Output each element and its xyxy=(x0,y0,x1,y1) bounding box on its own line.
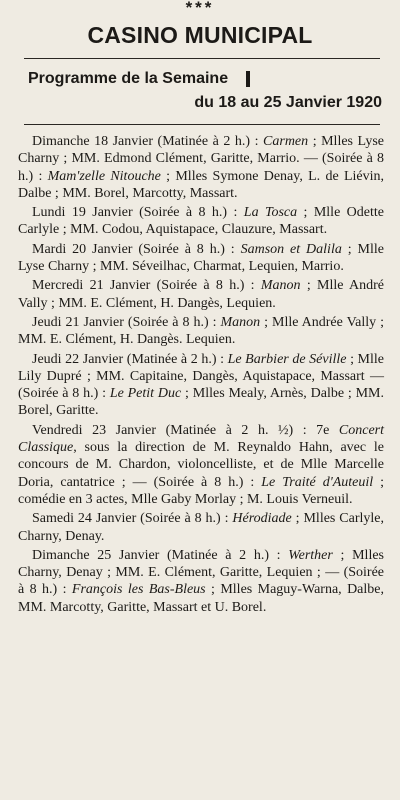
programme-entry xyxy=(18,422,384,508)
programme-entry xyxy=(18,547,384,616)
ornament-asterisks: *** xyxy=(185,0,215,17)
programme-entry xyxy=(18,133,384,202)
work-title: Le Petit Duc xyxy=(109,386,182,402)
work-title: La Tosca xyxy=(243,205,298,221)
work-title: François les Bas-Bleus xyxy=(71,582,206,598)
work-title: Hérodiade xyxy=(232,511,292,527)
entry-text: ; Mlle Andrée Vally ; MM. E. Clément, H. Dangès. Lequien. xyxy=(18,314,384,348)
print-mark xyxy=(246,71,250,87)
entry-text: ; Mlle André Vally ; MM. E. Clément, H. Dangès, Lequien. xyxy=(18,278,384,311)
entry-text: Jeudi 22 Janvier (Matinée à 2 h.) : xyxy=(32,351,228,367)
programme-entry xyxy=(18,314,384,349)
work-title: Mam'zelle Nitouche xyxy=(47,168,161,184)
work-title: Manon xyxy=(260,278,301,294)
programme-title: Programme de la Semaine xyxy=(28,70,229,87)
entry-text: ; Mlle Lily Dupré ; MM. Capitaine, Dangès, Aquistapace, Massart — (Soirée à 8 h.) : xyxy=(18,351,384,402)
entry-text: Dimanche 25 Janvier (Matinée à 2 h.) : xyxy=(32,547,289,563)
programme-entry xyxy=(18,277,384,312)
entry-text: Vendredi 23 Janvier (Matinée à 2 h. ½) : 7e xyxy=(32,422,339,438)
entry-text: Dimanche 18 Janvier (Matinée à 2 h.) : xyxy=(32,134,264,149)
entry-text: Mercredi 21 Janvier (Soirée à 8 h.) : xyxy=(32,278,261,294)
work-title: Carmen xyxy=(263,134,309,149)
entry-text: ; Mlles Lyse Charny ; MM. Edmond Clément, Garitte, Marrio. — (Soirée à 8 h.) : xyxy=(18,134,384,184)
work-title: Le Traité d'Auteuil xyxy=(261,474,374,490)
page-title: CASINO MUNICIPAL xyxy=(87,22,313,48)
programme-entry xyxy=(18,241,384,276)
entry-text: ; Mlles Mealy, Arnès, Dalbe ; MM. Borel, Garitte. xyxy=(18,386,384,419)
programme-entry xyxy=(18,204,384,239)
work-title: Manon xyxy=(220,314,261,330)
entry-text: Jeudi 21 Janvier (Soirée à 8 h.) : xyxy=(32,314,221,330)
entry-text: ; comédie en 3 actes, Mlle Gaby Morlay ; M. Louis Verneuil. xyxy=(18,474,385,507)
entry-text: ; Mlles Charny, Denay ; MM. E. Clément, Garitte, Lequien ; — (Soirée à 8 h.) : xyxy=(18,547,384,598)
entry-text: ; Mlles Carlyle, Charny, Denay. xyxy=(18,511,384,544)
work-title: Le Barbier de Séville xyxy=(227,351,347,367)
entry-text: Lundi 19 Janvier (Soirée à 8 h.) : xyxy=(32,205,244,221)
divider-bottom xyxy=(24,124,380,125)
programme-entry xyxy=(18,510,384,545)
entry-text: Mardi 20 Janvier (Soirée à 8 h.) : xyxy=(32,241,241,257)
entry-text: , sous la direction de M. Reynaldo Hahn, avec le concours de M. Chardon, violoncelliste, et de Mlle Marcelle Doria, cantatrice ; — (Soirée à 8 h.) : xyxy=(18,440,384,490)
work-title: Concert Classique xyxy=(18,422,384,456)
programme-dates: du 18 au 25 Janvier 1920 xyxy=(194,94,382,111)
divider-top xyxy=(24,58,380,59)
programme-list xyxy=(18,133,384,618)
entry-text: Samedi 24 Janvier (Soirée à 8 h.) : xyxy=(32,511,233,527)
entry-text: ; Mlles Maguy-Warna, Dalbe, MM. Marcotty, Garitte, Massart et U. Borel. xyxy=(18,582,384,615)
entry-text: ; Mlle Odette Carlyle ; MM. Codou, Aquistapace, Clauzure, Massart. xyxy=(18,205,384,238)
work-title: Samson et Dalila xyxy=(240,241,342,257)
work-title: Werther xyxy=(288,547,333,563)
entry-text: ; Mlle Lyse Charny ; MM. Séveilhac, Charmat, Lequien, Marrio. xyxy=(18,241,384,275)
programme-entry xyxy=(18,351,384,420)
entry-text: ; Mlles Symone Denay, L. de Liévin, Dalbe ; MM. Borel, Marcotty, Massart. xyxy=(18,168,385,201)
